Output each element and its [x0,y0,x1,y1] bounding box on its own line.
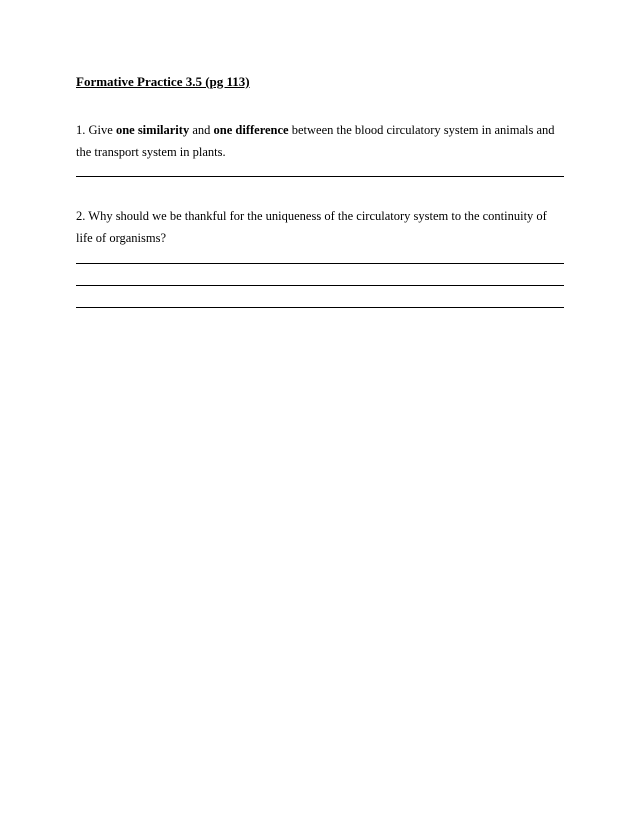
answer-line-2[interactable] [76,263,564,264]
worksheet-title: Formative Practice 3.5 (pg 113) [76,74,250,89]
question-1-emphasis-similarity: one similarity [115,123,190,137]
question-1-text-end: between the blood circulatory system in animals and the transport system in plants. [76,123,555,159]
question-1-text-start: Give [88,123,113,137]
question-1-text-middle: and [192,123,211,137]
answer-line-3[interactable] [76,285,564,286]
question-1-emphasis-difference: one difference [213,123,289,137]
answer-line-1[interactable] [76,176,564,177]
question-2: 2. Why should we be thankful for the uniqueness of the circulatory system to the continuity of life of organisms? [76,209,547,245]
question-1-number: 1. [76,123,86,137]
answer-line-4[interactable] [76,307,564,308]
question-1 [76,119,566,163]
